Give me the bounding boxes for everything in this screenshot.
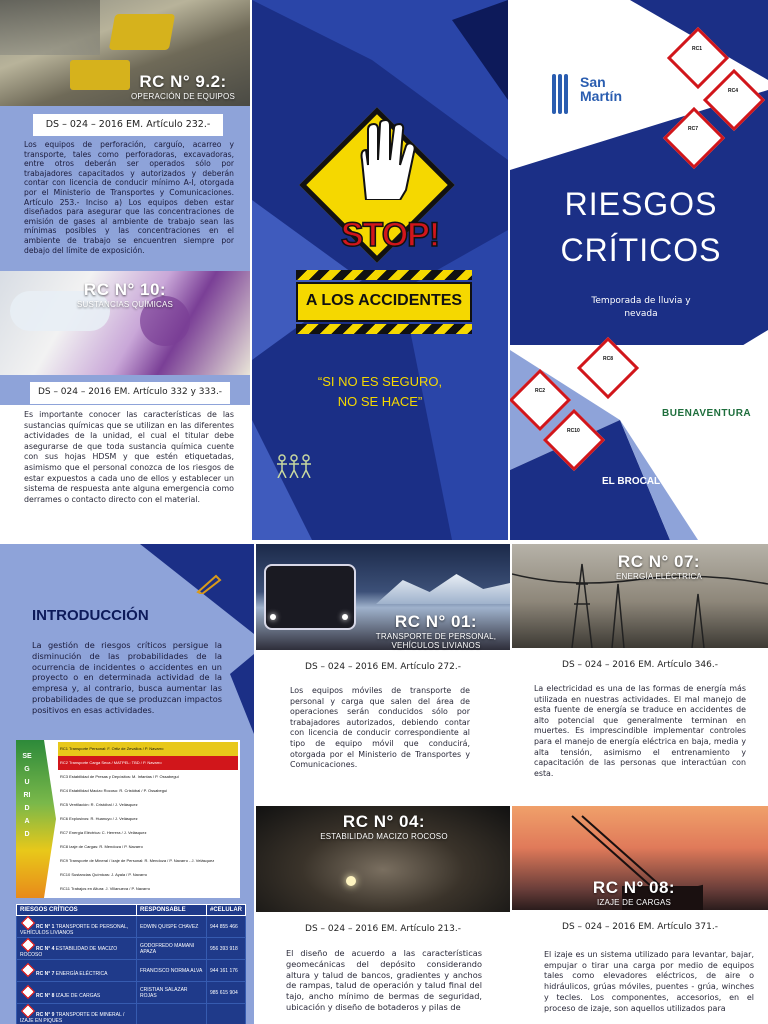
intro-text: La gestión de riesgos críticos persigue la disminución de las probabilidades de la ocurrencia de incidentes o accidentes en un proyecto o en determinada actividad de la empresa y, al contrario, busca aumentar las probabilidades de que se produzcan impactos positivos en esas actividades. (32, 640, 222, 715)
table-cell: TRANSPORTE DE PERSONAL, VEHÍCULOS LIVIANOS (20, 923, 129, 936)
san-martin-logo (548, 72, 578, 118)
table-cell: 944 855 466 (206, 916, 245, 938)
table-cell: 944 161 176 (206, 960, 245, 982)
workers-icon (274, 454, 314, 478)
hazard-label-rc1: RC1 (692, 46, 703, 52)
rc01-text: Los equipos móviles de transporte de personal y carga que salen del área de operaciones serán conducidos sólo por trabajadores autorizados, debiendo contar con licencia de conducir correspondiente al tipo de equipo móvil que conducirá, otorgada por el Ministerio de Transportes y Comunicaciones. (290, 686, 470, 770)
hazard-icon (21, 915, 35, 929)
rc01-title: RC N° 01: (394, 612, 478, 631)
rc92-subtitle: OPERACIÓN DE EQUIPOS (130, 92, 236, 101)
hazard-stripes-bottom (296, 324, 472, 334)
table-cell: ENERGÍA ELÉCTRICA (55, 970, 108, 977)
rc08-text: El izaje es un sistema utilizado para levantar, bajar, empujar o tirar una carga por medio de equipos tales como elevadores eléctricos, de aire o hidráulicos, grúas móviles, puentes - grúa, winches y tecles. Los componentes, accesorios, en el proceso de izaje, son aquellos utilizados para (544, 950, 754, 1013)
table-cell: 956 393 918 (206, 938, 245, 960)
table-row (17, 938, 246, 960)
rc10-subtitle: SUSTANCIAS QUÍMICAS (76, 300, 174, 309)
el-brocal-label: EL BROCAL (602, 476, 661, 487)
rc08-title: RC N° 08: (592, 878, 676, 897)
table-header: RESPONSABLE (137, 905, 207, 916)
table-header: #CELULAR (206, 905, 245, 916)
panel-cover (510, 0, 768, 540)
table-cell: IZAJE DE CARGAS (55, 992, 101, 999)
table-cell: TRANSPORTE DE MINERAL / IZAJE EN PIQUES (20, 1011, 125, 1024)
table-header: RIESGOS CRÍTICOS (17, 905, 137, 916)
rc10-ds: DS – 024 – 2016 EM. Artículo 332 y 333.- (37, 387, 223, 397)
company-name-2: Martín (580, 88, 622, 104)
hazard-label-rc2: RC2 (535, 388, 546, 394)
panel-rc07-rc08 (512, 544, 768, 1024)
panel-rc01-rc04 (256, 544, 510, 1024)
panel-intro (0, 544, 254, 1024)
cover-season-1: Temporada de lluvia y (591, 296, 691, 306)
table-cell: CRISTIAN SALAZAR ROJAS (137, 982, 207, 1004)
rc04-subtitle: ESTABILIDAD MACIZO ROCOSO (320, 832, 448, 841)
hazard-icon (21, 1003, 35, 1017)
company-name-1: San (580, 74, 606, 90)
rc01-subtitle-2: VEHÍCULOS LIVIANOS (391, 641, 481, 650)
cover-title-2: CRÍTICOS (560, 232, 722, 268)
table-row (17, 960, 246, 982)
table-cell: RC N° 7 (36, 970, 55, 977)
stop-word: STOP! (340, 216, 440, 254)
rc10-title: RC N° 10: (83, 280, 167, 299)
rc01-subtitle-1: TRANSPORTE DE PERSONAL, (375, 632, 497, 641)
table-cell (137, 1004, 207, 1024)
hand-icon (348, 120, 418, 200)
slogan-line-2: NO SE HACE” (337, 394, 423, 409)
panel-stop (252, 0, 508, 540)
table-cell: FRANCISCO NORMA ALVA (137, 960, 207, 982)
table-cell: RC N° 4 (36, 945, 55, 952)
seguridad-list (58, 742, 238, 896)
panel-rc92-rc10 (0, 0, 250, 540)
table-cell (206, 1004, 245, 1024)
rc10-text: Es importante conocer las características de las sustancias químicas que se utilizan en las diferentes actividades de la unidad, el cual el titular debe asegurarse de que toda sustancia química cuente con sus hojas HDSM y que estén etiquetadas, asimismo que el personal conozca de los riesgos de estar expuestos a cada uno de ellos y establecer un sistema de respuesta ante alguna emergencia como derrames o contacto directo con el material. (24, 410, 234, 504)
hazard-label-rc7: RC7 (688, 126, 699, 132)
seguridad-row: RC5 Ventilación: R. Cristóbal / J. Velásquez (60, 802, 138, 807)
seguridad-word: SEGURIDAD (22, 753, 32, 838)
intro-title: INTRODUCCIÓN (32, 607, 149, 624)
hazard-stripes-top (296, 270, 472, 280)
seguridad-row: RC9 Transporte de Mineral / Izaje de Personal: R. Mendoza / P. Navarro - J. Velásquez (60, 858, 215, 863)
hazard-label-rc4: RC4 (728, 88, 739, 94)
seguridad-row: RC10 Sustancias Químicas: J. Ayala / P. Navarro (60, 872, 148, 877)
seguridad-row: RC7 Energía Eléctrica: C. Herrera / J. Velásquez (60, 830, 147, 835)
cover-title-1: RIESGOS (564, 186, 718, 222)
rc92-ds: DS – 024 – 2016 EM. Artículo 232.- (45, 119, 211, 130)
rc07-text: La electricidad es una de las formas de energía más utilizada en nuestras actividades. El mal manejo de esta fuente de energía se traduce en accidentes de alto potencial que generalmente terminan en muertes. Es imprescindible implementar controles para el manejo de energía eléctrica en baja, media y alta tensión, asimismo el entrenamiento y capacitación de las personas que interactúan con esta. (534, 684, 746, 778)
rc92-title: RC N° 9.2: (139, 72, 227, 91)
rc04-text: El diseño de acuerdo a las características geomecánicas del depósito considerando altura y talud de bancos, gradientes y anchos de rampas, talud de operación y talud final del tajo, ancho mínimo de bermas de seguridad, ubicación y diseño de botaderos y pilas de (286, 948, 482, 1012)
buenaventura-logo: BUENAVENTURA (662, 408, 752, 419)
rc04-ds: DS – 024 – 2016 EM. Artículo 213.- (305, 924, 461, 934)
seguridad-row: RC4 Estabilidad Macizo Rocoso: R. Cristóbal / P. Ossabegui (60, 788, 168, 793)
table-row (17, 916, 246, 938)
rc07-subtitle: ENERGÍA ELÉCTRICA (615, 572, 703, 581)
table-cell: EDWIN QUISPE CHAVEZ (137, 916, 207, 938)
seguridad-row: RC1 Transporte Personal: F. Ortiz de Zevallos / P. Navarro (58, 742, 238, 756)
seguridad-row: RC6 Explosivos: R. Huanuyo / J. Velásquez (60, 816, 138, 821)
banner-text: A LOS ACCIDENTES (305, 292, 463, 309)
slogan-line-1: “SI NO ES SEGURO, (317, 374, 443, 389)
hazard-label-rc10: RC10 (567, 428, 580, 434)
pencil-icon (196, 574, 222, 594)
hazard-icon (21, 962, 35, 976)
table-cell: RC N° 9 (36, 1011, 55, 1018)
hazard-icon (21, 937, 35, 951)
table-row (17, 1004, 246, 1024)
table-row (17, 982, 246, 1004)
table-cell: RC N° 1 (36, 923, 55, 930)
seguridad-row: RC2 Transporte Carga Seca / MATPEL: TBD / P. Navarro (58, 756, 238, 770)
seguridad-graphic (16, 740, 240, 898)
seguridad-row: RC3 Estabilidad de Presas y Depósitos: M. Infantas / P. Ossabegui (60, 774, 179, 779)
rc07-title: RC N° 07: (617, 552, 701, 571)
rc07-ds: DS – 024 – 2016 EM. Artículo 346.- (562, 660, 718, 670)
hazard-label-rc8: RC8 (603, 356, 614, 362)
table-cell: 985 615 904 (206, 982, 245, 1004)
rc01-ds: DS – 024 – 2016 EM. Artículo 272.- (305, 662, 461, 672)
responsables-table (16, 904, 246, 1024)
table-cell: ESTABILIDAD DE MACIZO ROCOSO (20, 945, 118, 958)
rc92-text: Los equipos de perforación, carguío, acarreo y transporte, tales como perforadoras, excavadoras, entre otros deberán ser operados sólo por trabajadores capacitados y autorizados y deberán contar con licencia de conducir mínimo A-I, otorgada por el Ministerio de Transportes y Comunicaciones. Artículo 253.- Inciso a) Los equipos deben estar diseñados para asegurar que las concentraciones de emisión de gases al ambiente de trabajo sean las mínimas posibles y las concentraciones en el ambiente de trabajo se encuentren siempre por debajo del límite de exposición. (24, 140, 234, 255)
rc08-subtitle: IZAJE DE CARGAS (596, 898, 672, 907)
seguridad-row: RC11 Trabajos en Altura: J. Villanueva / P. Navarro (60, 886, 151, 891)
table-cell: RC N° 8 (36, 992, 55, 999)
cover-season-2: nevada (624, 309, 658, 319)
hazard-icon (21, 984, 35, 998)
rc04-title: RC N° 04: (342, 812, 426, 831)
seguridad-row: RC8 Izaje de Cargas: R. Mendoza / P. Navarro (60, 844, 143, 849)
table-cell: GODOFREDO MAMANI APAZA (137, 938, 207, 960)
rc08-ds: DS – 024 – 2016 EM. Artículo 371.- (562, 922, 718, 932)
